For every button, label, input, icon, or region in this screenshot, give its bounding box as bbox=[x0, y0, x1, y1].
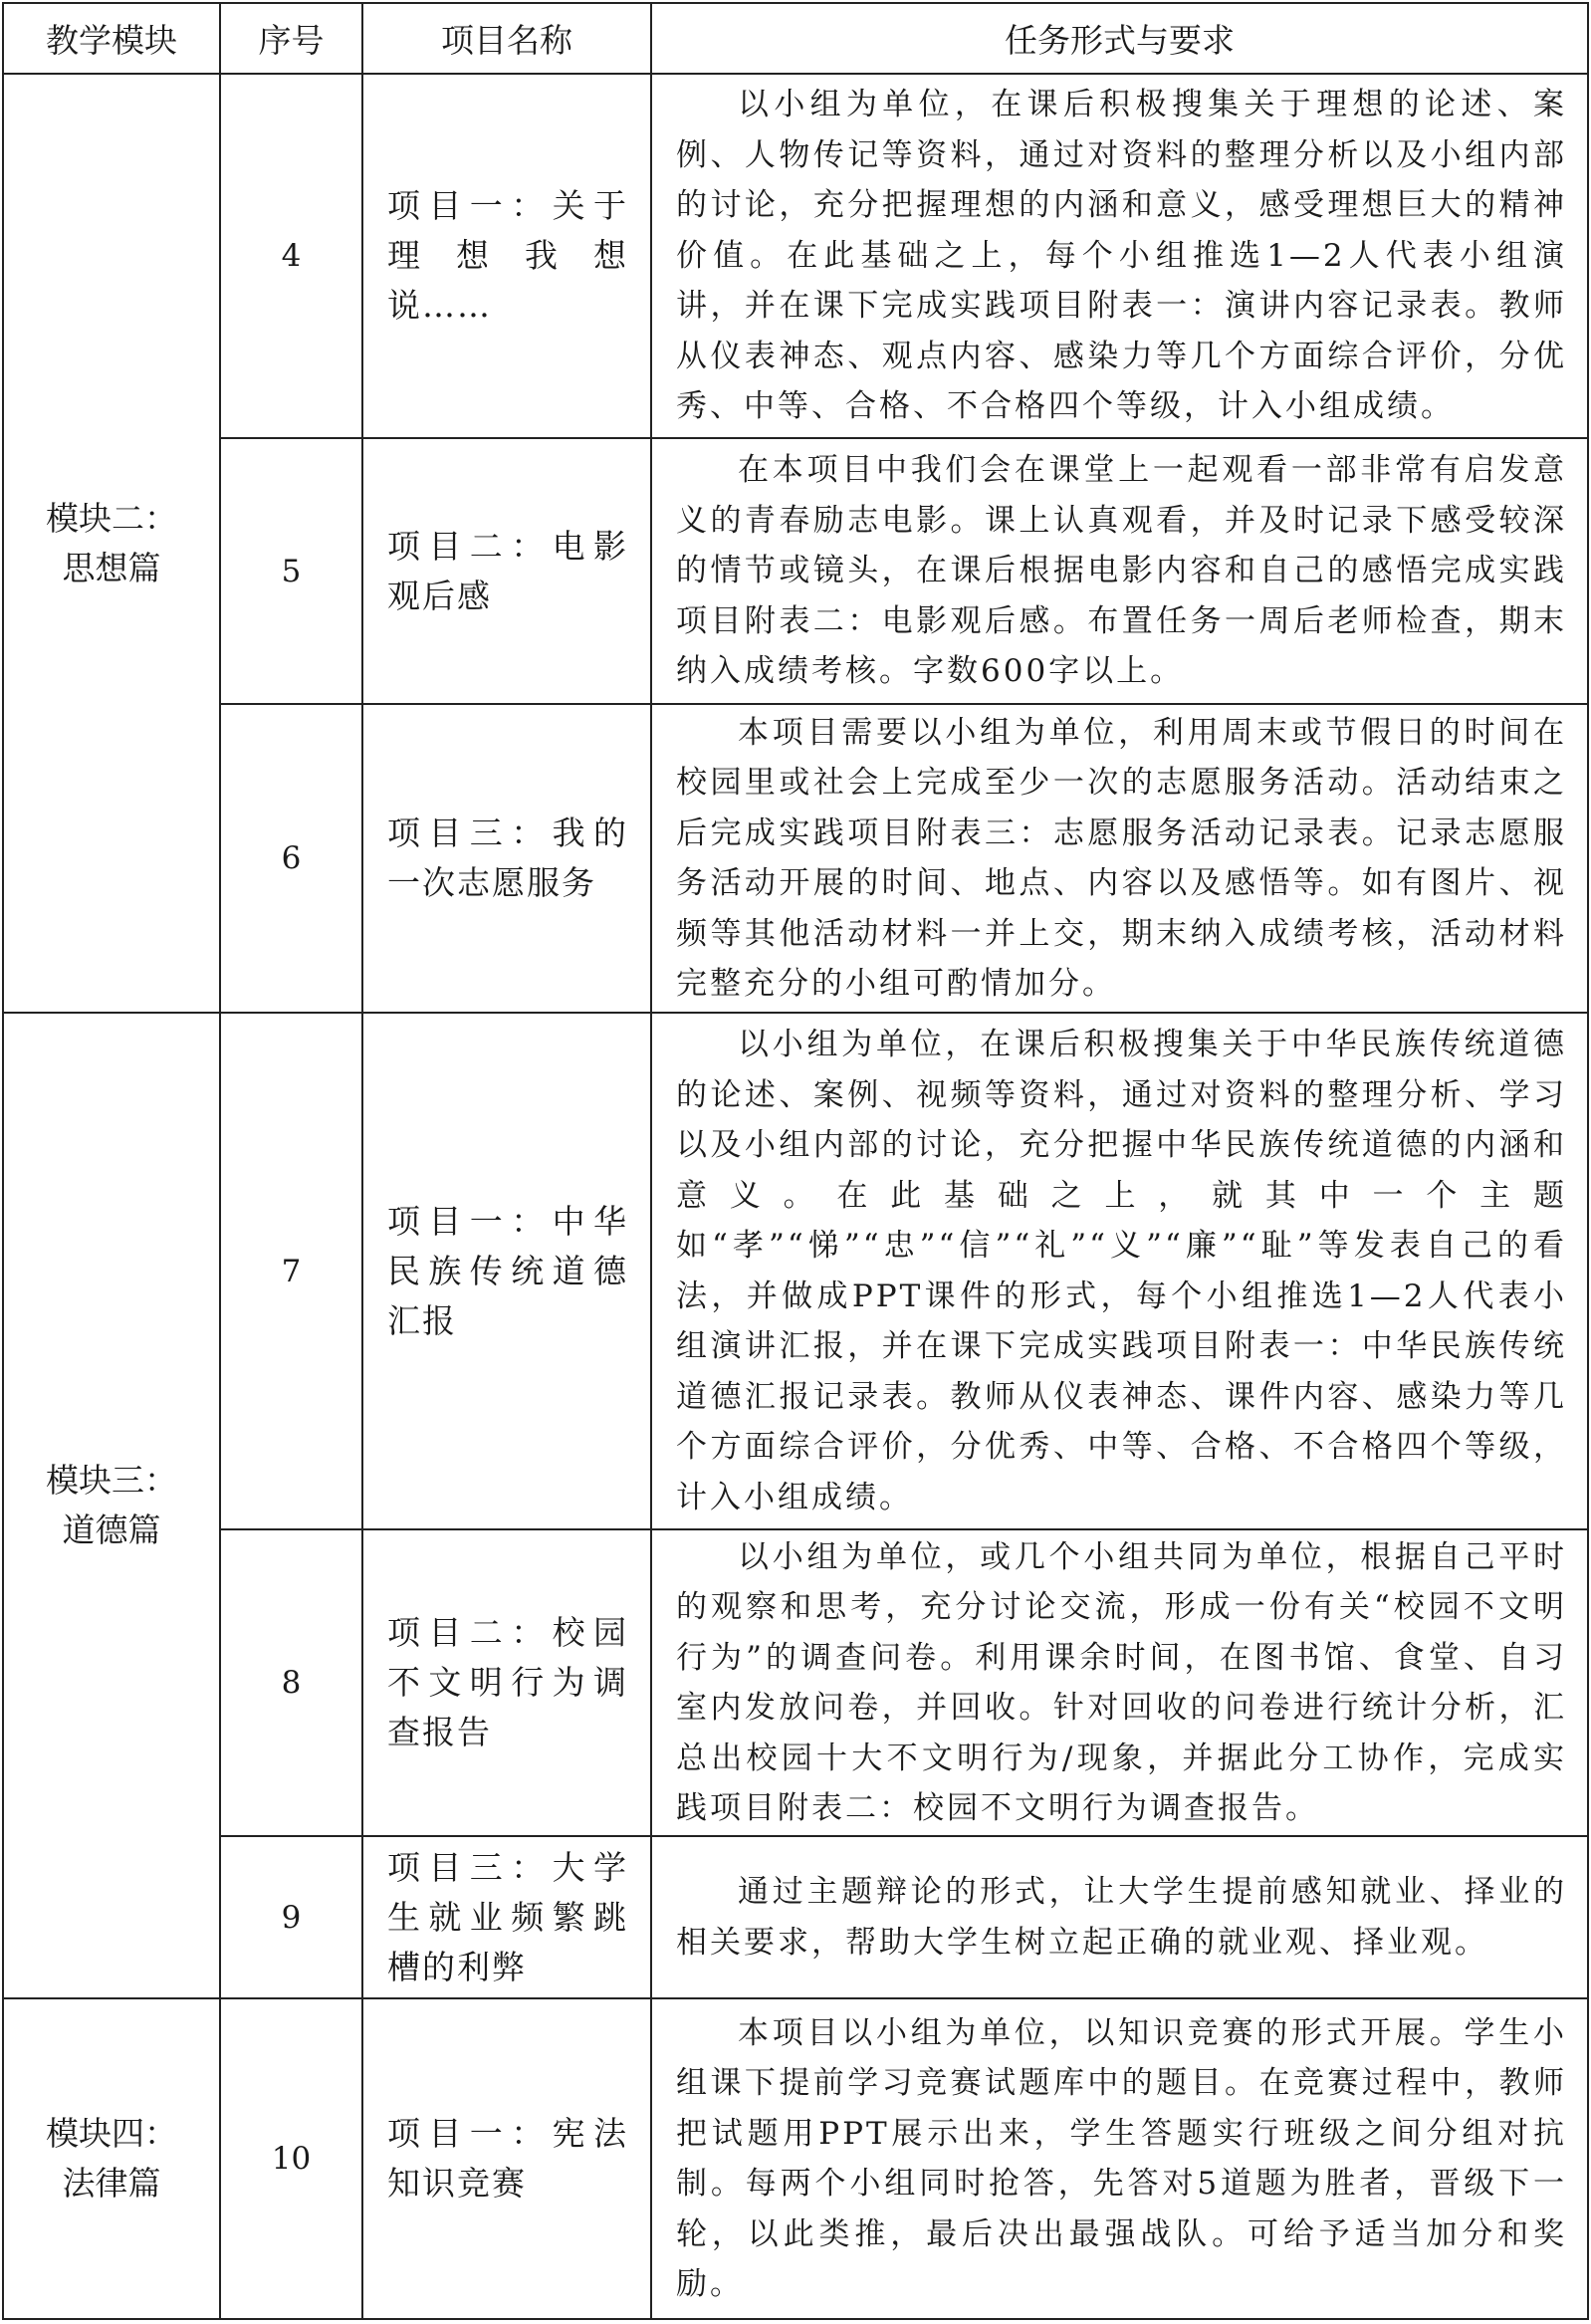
project-number: 6 bbox=[220, 704, 362, 1013]
project-number: 5 bbox=[220, 438, 362, 704]
table-row bbox=[3, 1013, 1588, 1529]
table-row bbox=[3, 1836, 1588, 1998]
task-text: 本项目需要以小组为单位，利用周末或节假日的时间在校园里或社会上完成至少一次的志愿服务活动。活动结束之后完成实践项目附表三：志愿服务活动记录表。记录志愿服务活动开展的时间、地点、内容以及感悟等。如有图片、视频等其他活动材料一并上交，期末纳入成绩考核，活动材料完整充分的小组可酌情加分。 bbox=[676, 714, 1567, 1002]
project-task bbox=[651, 1836, 1588, 1998]
project-task bbox=[651, 1529, 1588, 1836]
project-number: 4 bbox=[220, 74, 362, 438]
module-name-line2: 法律篇 bbox=[62, 2164, 161, 2203]
table-row bbox=[3, 704, 1588, 1013]
project-name: 项目三：我的一次志愿服务 bbox=[362, 704, 651, 1013]
task-text: 以小组为单位，在课后积极搜集关于中华民族传统道德的论述、案例、视频等资料，通过对资料的整理分析、学习以及小组内部的讨论，充分把握中华民族传统道德的内涵和意义。在此基础之上，就其中一个主题如“孝”“悌”“忠”“信”“礼”“义”“廉”“耻”等发表自己的看法，并做成PPT课件的形式，每个小组推选1—2人代表小组演讲汇报，并在课下完成实践项目附表一：中华民族传统道德汇报记录表。教师从仪表神态、课件内容、感染力等几个方面综合评价，分优秀、中等、合格、不合格四个等级，计入小组成绩。 bbox=[676, 1027, 1567, 1515]
project-task bbox=[651, 1998, 1588, 2319]
module-name-line1: 模块三： bbox=[46, 1461, 177, 1500]
header-task: 任务形式与要求 bbox=[651, 3, 1588, 74]
header-project-name: 项目名称 bbox=[362, 3, 651, 74]
module-name-line1: 模块二： bbox=[46, 498, 177, 538]
module-cell bbox=[3, 74, 220, 1013]
project-number: 7 bbox=[220, 1013, 362, 1529]
module-name-line2: 思想篇 bbox=[62, 548, 161, 587]
project-name: 项目二：电影观后感 bbox=[362, 438, 651, 704]
curriculum-table bbox=[2, 2, 1589, 2320]
module-cell bbox=[3, 1013, 220, 1998]
project-name: 项目二：校园不文明行为调查报告 bbox=[362, 1529, 651, 1836]
task-text: 通过主题辩论的形式，让大学生提前感知就业、择业的相关要求，帮助大学生树立起正确的就业观、择业观。 bbox=[676, 1874, 1567, 1961]
project-name: 项目一：中华民族传统道德汇报 bbox=[362, 1013, 651, 1529]
task-text: 本项目以小组为单位，以知识竞赛的形式开展。学生小组课下提前学习竞赛试题库中的题目。在竞赛过程中，教师把试题用PPT展示出来，学生答题实行班级之间分组对抗制。每两个小组同时抢答，先答对5道题为胜者，晋级下一轮，以此类推，最后决出最强战队。可给予适当加分和奖励。 bbox=[676, 2014, 1567, 2302]
project-number: 10 bbox=[220, 1998, 362, 2319]
module-cell bbox=[3, 1998, 220, 2319]
project-task bbox=[651, 438, 1588, 704]
table-row bbox=[3, 1998, 1588, 2319]
header-number: 序号 bbox=[220, 3, 362, 74]
project-name: 项目一：宪法知识竞赛 bbox=[362, 1998, 651, 2319]
table-row bbox=[3, 1529, 1588, 1836]
module-name-line2: 道德篇 bbox=[62, 1511, 161, 1549]
project-number: 9 bbox=[220, 1836, 362, 1998]
task-text: 以小组为单位，在课后积极搜集关于理想的论述、案例、人物传记等资料，通过对资料的整理分析以及小组内部的讨论，充分把握理想的内涵和意义，感受理想巨大的精神价值。在此基础之上，每个小组推选1—2人代表小组演讲，并在课下完成实践项目附表一：演讲内容记录表。教师从仪表神态、观点内容、感染力等几个方面综合评价，分优秀、中等、合格、不合格四个等级，计入小组成绩。 bbox=[676, 87, 1567, 425]
project-task bbox=[651, 1013, 1588, 1529]
project-name: 项目一：关于理想我想说…… bbox=[362, 74, 651, 438]
project-task bbox=[651, 74, 1588, 438]
project-name: 项目三：大学生就业频繁跳槽的利弊 bbox=[362, 1836, 651, 1998]
header-row bbox=[3, 3, 1588, 74]
header-module: 教学模块 bbox=[3, 3, 220, 74]
task-text: 在本项目中我们会在课堂上一起观看一部非常有启发意义的青春励志电影。课上认真观看，并及时记录下感受较深的情节或镜头，在课后根据电影内容和自己的感悟完成实践项目附表二：电影观后感。布置任务一周后老师检查，期末纳入成绩考核。字数600字以上。 bbox=[676, 452, 1567, 690]
project-task bbox=[651, 704, 1588, 1013]
project-number: 8 bbox=[220, 1529, 362, 1836]
table-row bbox=[3, 74, 1588, 438]
table-row bbox=[3, 438, 1588, 704]
task-text: 以小组为单位，或几个小组共同为单位，根据自己平时的观察和思考，充分讨论交流，形成一份有关“校园不文明行为”的调查问卷。利用课余时间，在图书馆、食堂、自习室内发放问卷，并回收。针对回收的问卷进行统计分析，汇总出校园十大不文明行为/现象，并据此分工协作，完成实践项目附表二：校园不文明行为调查报告。 bbox=[676, 1538, 1567, 1826]
module-name-line1: 模块四： bbox=[46, 2114, 177, 2153]
